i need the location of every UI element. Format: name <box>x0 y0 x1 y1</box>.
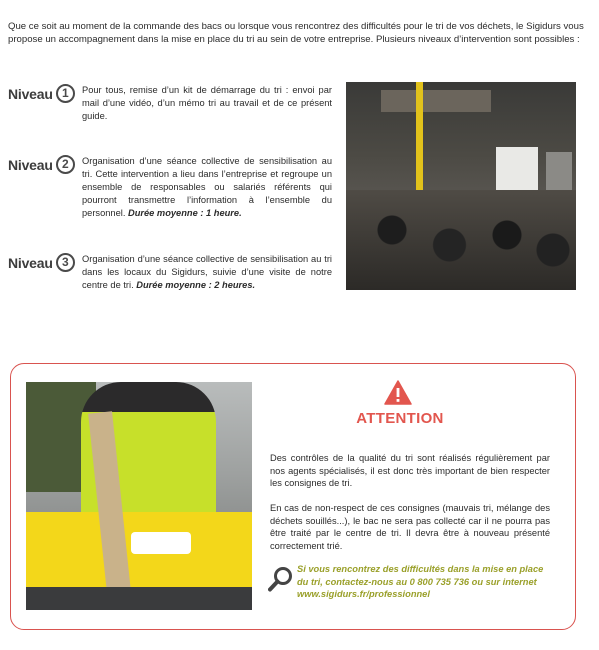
photo-bin-base <box>26 587 252 610</box>
level-1-number: 1 <box>56 84 75 103</box>
level-3-label: Niveau 3 <box>8 253 75 272</box>
attention-title: ATTENTION <box>356 410 444 427</box>
photo-bin-label <box>131 532 191 554</box>
attention-paragraph-1: Des contrôles de la qualité du tri sont réalisés régulièrement par nos agents spécialisés, il est donc très important de bien respecter les consignes de tri. <box>270 453 550 489</box>
training-session-photo <box>346 82 576 290</box>
photo-shelf <box>381 90 491 112</box>
contact-info: Si vous rencontrez des difficultés dans la mise en place du tri, contactez-nous au 0 800 735 736 ou sur internet www.sigidurs.fr/professionnel <box>297 564 544 600</box>
level-1-label: Niveau 1 <box>8 84 75 103</box>
level-2-label: Niveau 2 <box>8 155 75 174</box>
intro-paragraph: Que ce soit au moment de la commande des bacs ou lorsque vous rencontrez des difficultés pour le tri de vos déchets, le Sigidurs vous propose un accompagnement dans la mise en place du tri au sein de votre entreprise. Plusieurs niveaux d’intervention sont possibles : <box>8 20 584 45</box>
level-1-text: Pour tous, remise d’un kit de démarrage du tri : envoi par mail d’une vidéo, d’un mémo tri au travail et de ce présent guide. <box>82 85 332 121</box>
bin-inspection-photo <box>26 382 252 610</box>
magnifier-icon <box>268 566 294 592</box>
warning-triangle-icon <box>384 380 412 405</box>
level-2-text: Organisation d’une séance collective de sensibilisation au tri. Cette intervention a lieu dans l’entreprise et regroupe un ensemble de responsables ou salariés référents qui pourront transmettre l’information à l’ensemble du personnel. Durée moyenne : 1 heure. <box>82 156 332 218</box>
attention-paragraph-2: En cas de non-respect de ces consignes (mauvais tri, mélange des déchets souillés...), le bac ne sera pas collecté car il ne pourra pas être traité par le centre de tri. Il devra être à nouveau présenté correctement trié. <box>270 503 550 551</box>
level-3-text: Organisation d’une séance collective de sensibilisation au tri dans les locaux du Sigidurs, suivie d’une visite de notre centre de tri. Durée moyenne : 2 heures. <box>82 254 332 290</box>
level-3-number: 3 <box>56 253 75 272</box>
photo-audience <box>346 190 576 290</box>
level-2-number: 2 <box>56 155 75 174</box>
